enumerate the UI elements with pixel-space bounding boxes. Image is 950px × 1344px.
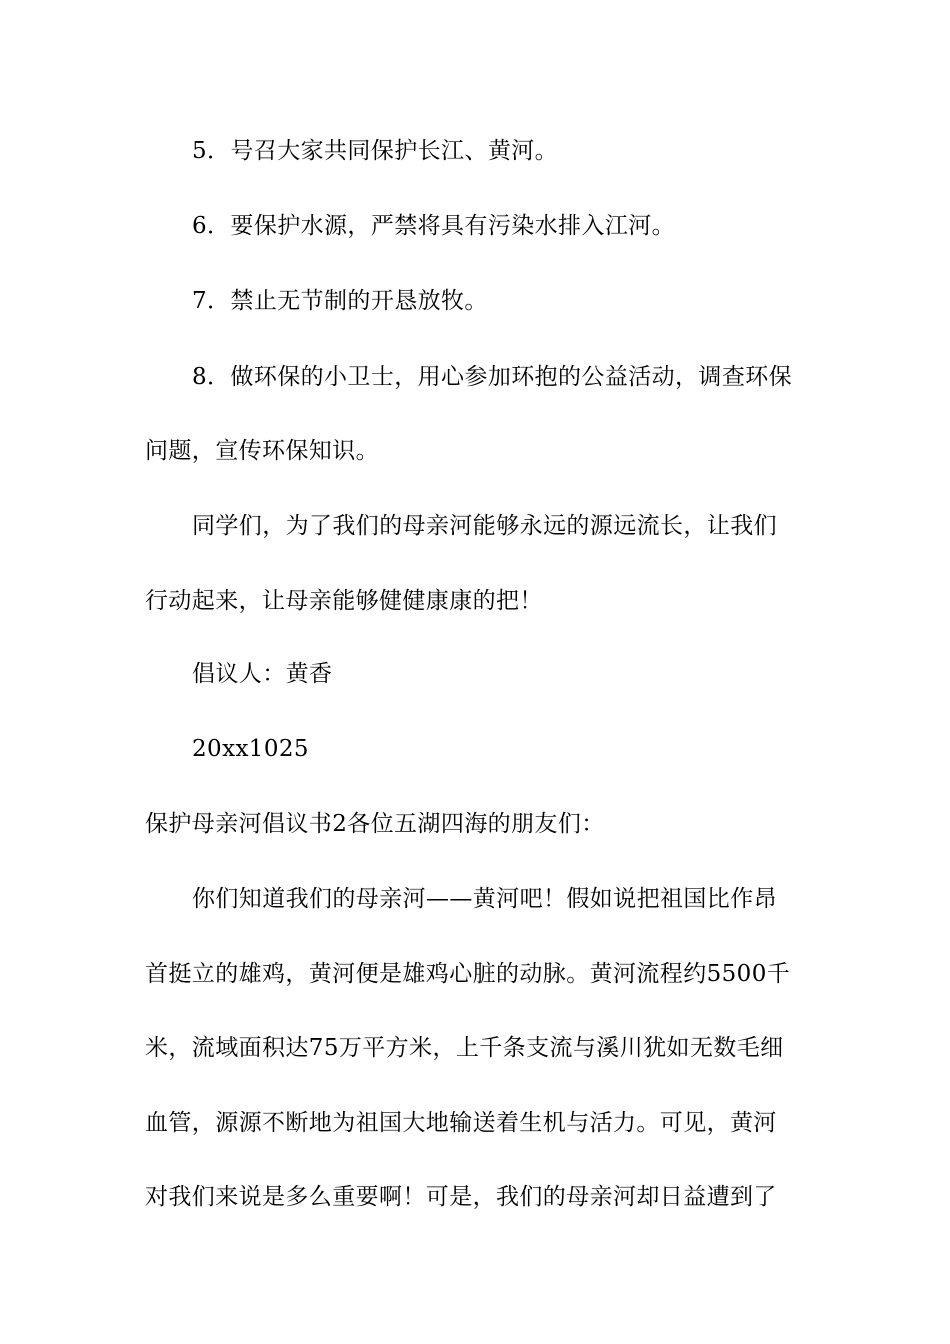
section-heading: 保护母亲河倡议书2各位五湖四海的朋友们： (145, 811, 605, 837)
text-line-appeal-cont: 行动起来，让母亲能够健健康康的把！ (145, 588, 543, 614)
text-line-item-5: 5．号召大家共同保护长江、黄河。 (192, 138, 559, 164)
initiator-signature: 倡议人：黄香 (192, 661, 333, 687)
paragraph-line-3: 米，流域面积达75万平方米，上千条支流与溪川犹如无数毛细 (145, 1035, 784, 1061)
document-date: 20xx1025 (192, 736, 309, 762)
text-line-item-8: 8．做环保的小卫士，用心参加环抱的公益活动，调查环保 (192, 364, 793, 390)
paragraph-line-1: 你们知道我们的母亲河——黄河吧！假如说把祖国比作昂 (192, 886, 777, 912)
paragraph-line-2: 首挺立的雄鸡，黄河便是雄鸡心脏的动脉。黄河流程约5500千 (145, 961, 791, 987)
text-line-item-6: 6．要保护水源，严禁将具有污染水排入江河。 (192, 213, 676, 239)
text-line-item-7: 7．禁止无节制的开恳放牧。 (192, 288, 488, 314)
text-line-item-8-cont: 问题，宣传环保知识。 (145, 438, 379, 464)
paragraph-line-4: 血管，源源不断地为祖国大地输送着生机与活力。可见，黄河 (145, 1110, 777, 1136)
paragraph-line-5: 对我们来说是多么重要啊！可是，我们的母亲河却日益遭到了 (145, 1184, 777, 1210)
text-line-appeal: 同学们，为了我们的母亲河能够永远的源远流长，让我们 (192, 513, 777, 539)
